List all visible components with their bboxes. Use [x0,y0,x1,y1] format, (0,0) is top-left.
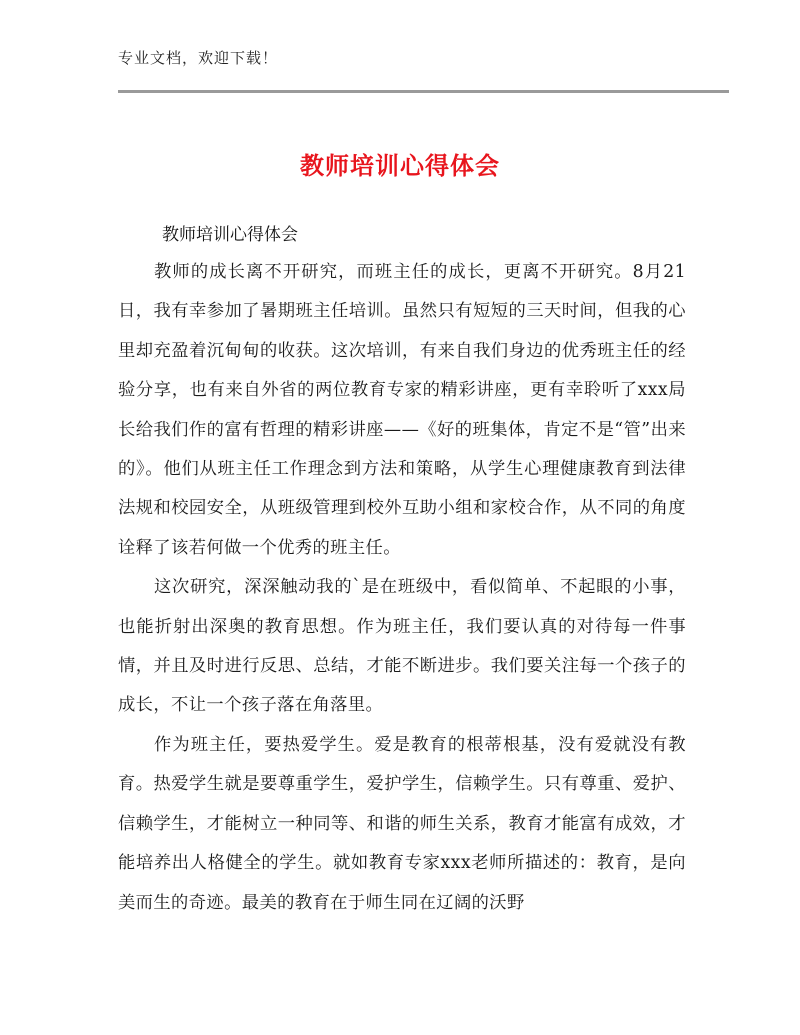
paragraph: 作为班主任，要热爱学生。爱是教育的根蒂根基，没有爱就没有教育。热爱学生就是要尊重学生，爱护学生，信赖学生。只有尊重、爱护、信赖学生，才能树立一种同等、和谐的师生关系，教育才能富有成效，才能培养出人格健全的学生。就如教育专家xxx老师所描述的：教育，是向美而生的奇迹。最美的教育在于师生同在辽阔的沃野 [118,734,686,913]
document-body [118,253,686,923]
header-divider [118,90,729,93]
header-text: 专业文档，欢迎下载！ [118,49,279,67]
document-title: 教师培训心得体会 [300,152,500,180]
paragraph: 教师的成长离不开研究，而班主任的成长，更离不开研究。8月21日，我有幸参加了暑期班主任培训。虽然只有短短的三天时间，但我的心里却充盈着沉甸甸的收获。这次培训，有来自我们身边的优秀班主任的经验分享，也有来自外省的两位教育专家的精彩讲座，更有幸聆听了xxx局长给我们作的富有哲理的精彩讲座——《好的班集体，肯定不是“管”出来的》。他们从班主任工作理念到方法和策略，从学生心理健康教育到法律法规和校园安全，从班级管理到校外互助小组和家校合作，从不同的角度诠释了该若何做一个优秀的班主任。 [118,262,686,558]
document-subtitle: 教师培训心得体会 [162,225,298,245]
paragraph: 这次研究，深深触动我的`是在班级中，看似简单、不起眼的小事，也能折射出深奥的教育思想。作为班主任，我们要认真的对待每一件事情，并且及时进行反思、总结，才能不断进步。我们要关注每一个孩子的成长，不让一个孩子落在角落里。 [118,577,686,716]
